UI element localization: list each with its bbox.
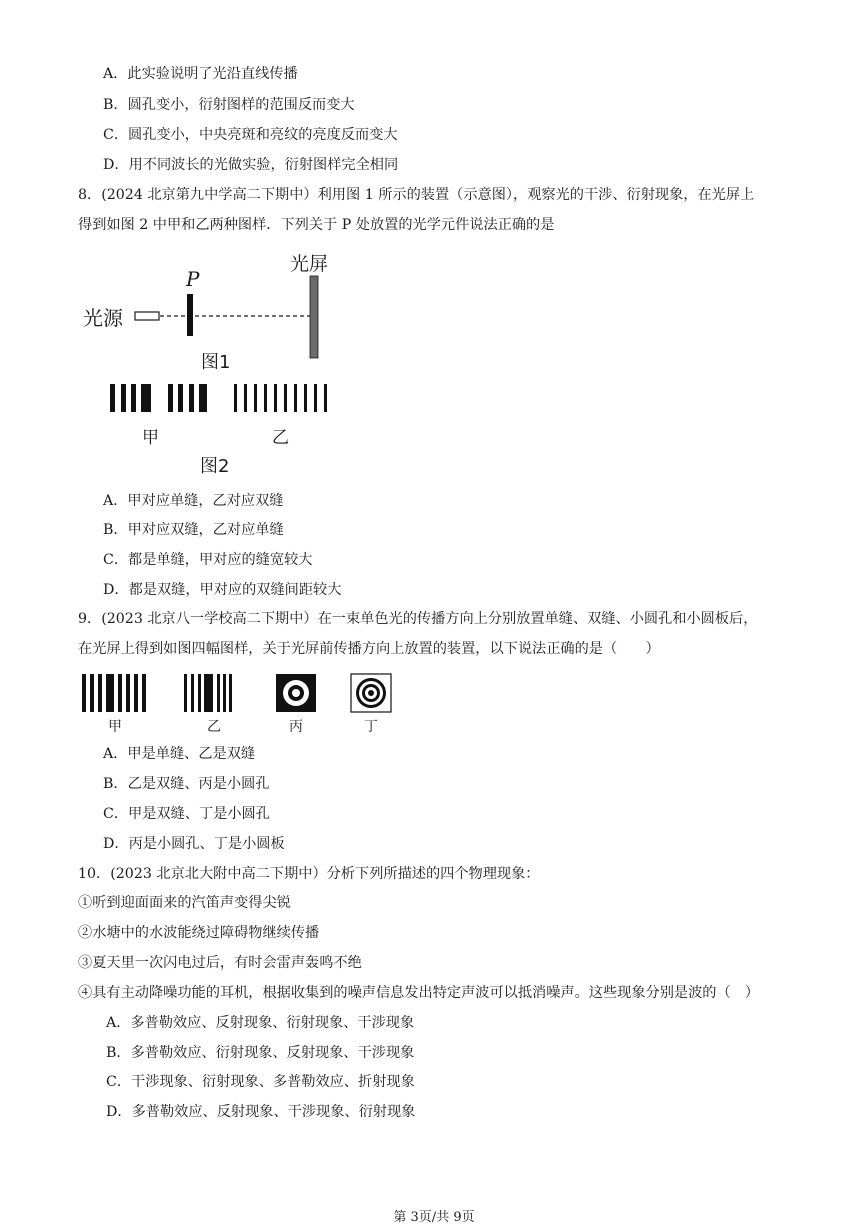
q9-figure-svg [80,670,400,740]
pattern-jia [82,674,146,712]
q10-option-a: A．多普勒效应、反射现象、衍射现象、干涉现象 [106,1015,415,1031]
q10-item-1: ①听到迎面面来的汽笛声变得尖锐 [78,895,291,911]
q8-figure-svg [80,248,350,480]
q8-option-b: B．甲对应双缝，乙对应单缝 [103,522,284,538]
q10-item-2: ②水塘中的水波能绕过障碍物继续传播 [78,925,320,941]
pattern-ding-label: 丁 [364,719,378,735]
pattern-yi-label: 乙 [272,428,289,448]
q10-item-3: ③夏天里一次闪电过后，有时会雷声轰鸣不绝 [78,955,362,971]
q8-option-d: D．都是双缝，甲对应的双缝间距较大 [103,582,342,598]
figure1-caption: 图1 [201,352,231,373]
pattern-yi-label: 乙 [207,719,221,735]
pattern-jia [110,384,207,412]
q10-option-b: B．多普勒效应、衍射现象、反射现象、干涉现象 [106,1045,415,1061]
pattern-yi [184,674,232,712]
q9-option-c: C．甲是双缝、丁是小圆孔 [103,806,270,822]
pattern-yi [234,384,327,412]
q9-option-a: A．甲是单缝、乙是双缝 [103,746,256,762]
q9-stem-line2: 在光屏上得到如图四幅图样，关于光屏前传播方向上放置的装置，以下说法正确的是（ ） [78,641,660,657]
q8-stem-line2: 得到如图 2 中甲和乙两种图样．下列关于 P 处放置的光学元件说法正确的是 [78,217,555,233]
figure2-caption: 图2 [200,456,230,477]
q10-stem: 10．(2023 北京北大附中高二下期中）分析下列所描述的四个物理现象： [78,866,540,882]
q9-stem-line1: 9．(2023 北京八一学校高二下期中）在一束单色光的传播方向上分别放置单缝、双缝、小圆孔和小圆板后， [78,611,758,627]
q10-item-4: ④具有主动降噪功能的耳机，根据收集到的噪声信息发出特定声波可以抵消噪声。这些现象分别是波的（ ） [78,985,760,1001]
q7-option-a: A．此实验说明了光沿直线传播 [103,66,298,82]
pattern-ding [351,674,391,712]
screen-label: 光屏 [290,253,329,275]
q10-option-c: C．干涉现象、衍射现象、多普勒效应、折射现象 [106,1074,415,1090]
pattern-bing-label: 丙 [289,719,303,735]
q7-option-c: C．圆孔变小，中央亮斑和亮纹的亮度反而变大 [103,127,398,143]
q9-option-d: D．丙是小圆孔、丁是小圆板 [103,836,285,852]
p-label: P [186,267,200,291]
light-source-label: 光源 [83,306,123,330]
q8-stem-line1: 8．(2024 北京第九中学高二下期中）利用图 1 所示的装置（示意图），观察光的干涉、衍射现象，在光屏上 [78,187,755,203]
q8-figure [80,248,350,480]
q9-option-b: B．乙是双缝、丙是小圆孔 [103,776,270,792]
pattern-jia-label: 甲 [142,428,159,448]
q10-option-d: D．多普勒效应、反射现象、干涉现象、衍射现象 [106,1104,416,1120]
light-screen [310,276,318,358]
pattern-bing [276,674,316,712]
q7-option-b: B．圆孔变小，衍射图样的范围反而变大 [103,97,355,113]
page-number: 第 3页/共 9页 [393,1210,475,1225]
q8-option-a: A．甲对应单缝，乙对应双缝 [103,493,284,509]
q8-option-c: C．都是单缝，甲对应的缝宽较大 [103,552,313,568]
pattern-jia-label: 甲 [108,719,122,735]
q9-figure [80,670,400,740]
light-source-box [135,312,159,320]
element-p [187,294,193,336]
q7-option-d: D．用不同波长的光做实验，衍射图样完全相同 [103,157,399,173]
